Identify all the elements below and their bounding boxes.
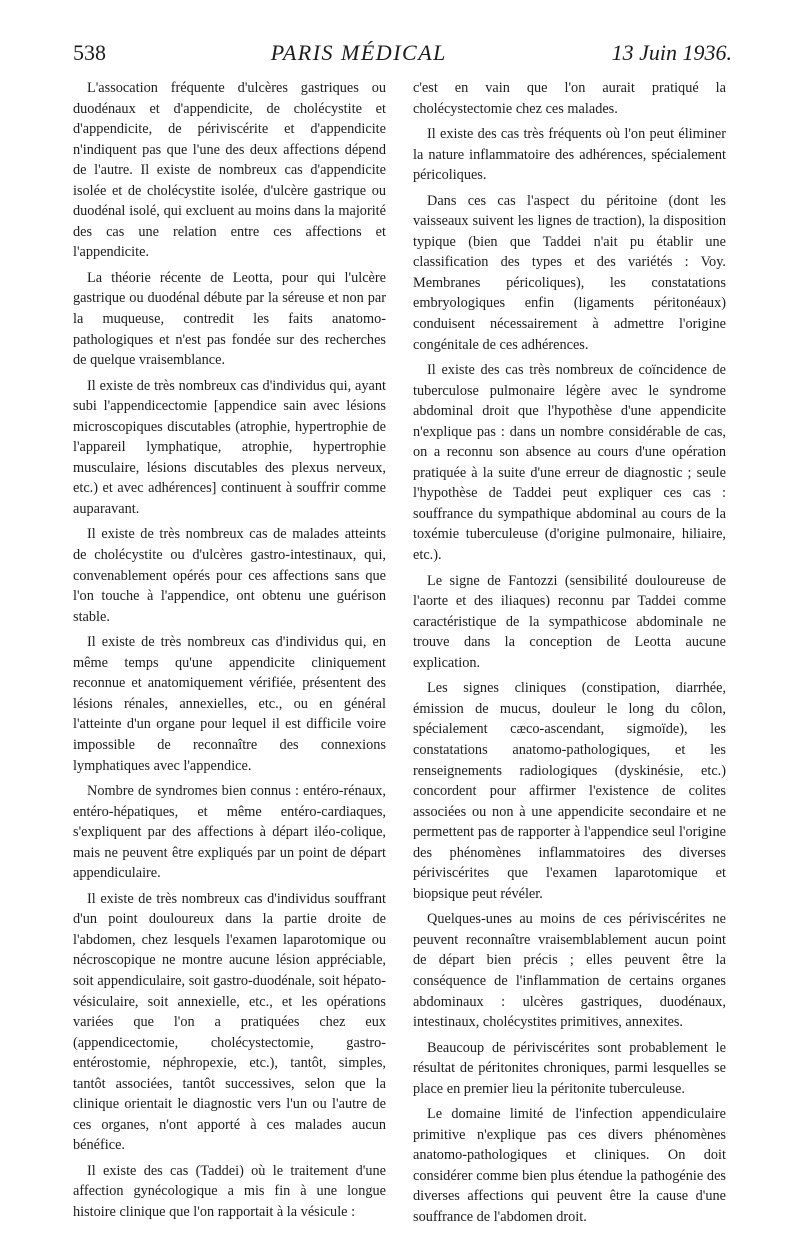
left-column	[73, 78, 386, 1228]
paragraph: L'assocation fréquente d'ulcères gastriques ou duodénaux et d'appendicite, de cholécystite et d'appendicite, de périviscérite et d'appendicite n'indiquent pas que l'une des deux affections dépend de l'autre. Il existe de nombreux cas d'appendicite isolée et de cholécystite isolée, d'ulcère gastrique ou duodénal isolé, qui excluent au moins dans la majorité des cas une relation entre ces affections et l'appendicite.	[73, 80, 386, 261]
running-header	[73, 40, 732, 74]
journal-title: PARIS MÉDICAL	[270, 40, 447, 65]
paragraph: Il existe de très nombreux cas d'individus qui, ayant subi l'appendicectomie [appendice sain avec lésions microscopiques discutables (atrophie, hypertrophie de l'appareil lymphatique, atrophie, hypertrophie musculaire, lésions discutables des plexus nerveux, etc.) et avec adhérences] continuent à souffrir comme auparavant.	[73, 377, 386, 517]
paragraph: Les signes cliniques (constipation, diarrhée, émission de mucus, douleur le long du côlon, spécialement cæco-ascendant, sigmoïde), les constatations anatomo-pathologiques, et les renseignements radiologiques (dyskinésie, etc.) concordent pour affirmer l'existence de colites associées ou non à une appendicite secondaire et ne permettent pas de rapporter à l'appendice seul l'origine des phénomènes inflammatoires des diverses périviscérites que l'examen laparotomique et biopsique peut révéler.	[413, 680, 726, 902]
page-number: 538	[73, 40, 106, 65]
paragraph: Il existe des cas très nombreux de coïncidence de tuberculose pulmonaire légère avec le syndrome abdominal droit que l'hypothèse d'une appendicite n'explique pas : dans un nombre considérable de cas, on a reconnu son absence au cours d'une opération pratiquée à la suite d'une erreur de diagnostic ; seule l'hypothèse de Taddei peut expliquer ces cas : souffrance du sympathique abdominal au cours de la toxémie tuberculeuse (d'origine pulmonaire, hiliaire, etc.).	[413, 362, 726, 564]
paragraph: Dans ces cas l'aspect du péritoine (dont les vaisseaux suivent les lignes de traction), la disposition typique (bien que Taddei n'ait pu établir une classification des types et des variétés : Voy. Membranes péricoliques), les constatations embryologiques enfin (ligaments péritonéaux) conduisent nécessairement à admettre l'origine congénitale de ces adhérences.	[413, 192, 726, 353]
paragraph: Le domaine limité de l'infection appendiculaire primitive n'explique pas ces divers phénomènes anatomo-pathologiques et cliniques. On doit considérer comme bien plus étendue la pathogénie des diverses affections qui peuvent être la cause d'une souffrance de l'abdomen droit.	[413, 1106, 726, 1225]
paragraph: Le signe de Fantozzi (sensibilité douloureuse de l'aorte et des iliaques) reconnu par Taddei comme caractéristique de la sympathicose abdominale ne trouve dans la conception de Leotta aucune explication.	[413, 572, 726, 671]
paragraph: Il existe de très nombreux cas de malades atteints de cholécystite ou d'ulcères gastro-intestinaux, qui, convenablement opérés pour ces affections sans que l'on touche à l'appendice, ont obtenu une guérison stable.	[73, 526, 386, 625]
paragraph: Quelques-unes au moins de ces périviscérites ne peuvent reconnaître vraisemblablement aucun point de départ bien précis ; elles peuvent être la conséquence de l'inflammation de certains organes abdominaux : ulcères gastriques, duodénaux, intestinaux, cholécystites primitives, annexites.	[413, 911, 726, 1031]
paragraph: Il existe de très nombreux cas d'individus qui, en même temps qu'une appendicite cliniquement reconnue et anatomiquement vérifiée, présentent des lésions rénales, annexielles, etc., ou en général l'atteinte d'un organe pour lequel il est difficile voire impossible de reconnaître des connexions lymphatiques avec l'appendice.	[73, 634, 386, 774]
paragraph: Il existe des cas (Taddei) où le traitement d'une affection gynécologique a mis fin à une longue histoire clinique que l'on rapportait à la vésicule :	[73, 1162, 386, 1220]
paragraph-continued: c'est en vain que l'on aurait pratiqué la cholécystectomie chez ces malades.	[413, 80, 726, 117]
paragraph: Beaucoup de périviscérites sont probablement le résultat de péritonites chroniques, parmi lesquelles se place en premier lieu la péritonite tuberculeuse.	[413, 1039, 726, 1097]
issue-date: 13 Juin 1936.	[611, 40, 732, 65]
paragraph: Il existe des cas très fréquents où l'on peut éliminer la nature inflammatoire des adhérences, spécialement péricoliques.	[413, 126, 726, 184]
paragraph: Il existe de très nombreux cas d'individus souffrant d'un point douloureux dans la partie droite de l'abdomen, chez lesquels l'examen laparotomique ou nécroscopique ne montre aucune lésion appréciable, soit appendiculaire, soit gastro-duodénale, soit hépato-vésiculaire, soit annexielle, etc., et les opérations variées que l'on a pratiquées chez eux (appendicectomie, cholécystectomie, gastro-entérostomie, néphropexie, etc.), tantôt, simples, tantôt associées, tantôt successives, selon que la clinique orientait le diagnostic vers l'un ou l'autre de ces organes, n'ont apporté à ces malades aucun bénéfice.	[73, 890, 386, 1154]
paragraph: La théorie récente de Leotta, pour qui l'ulcère gastrique ou duodénal débute par la séreuse et non par la muqueuse, contredit les faits anatomo-pathologiques et n'est pas fondée sur des recherches de quelque vraisemblance.	[73, 269, 386, 369]
right-column	[413, 78, 726, 1233]
paragraph: Nombre de syndromes bien connus : entéro-rénaux, entéro-hépatiques, et même entéro-cardiaques, s'expliquent par des affections à départ iléo-colique, mais ne peuvent être expliqués par un point de départ appendiculaire.	[73, 783, 386, 882]
